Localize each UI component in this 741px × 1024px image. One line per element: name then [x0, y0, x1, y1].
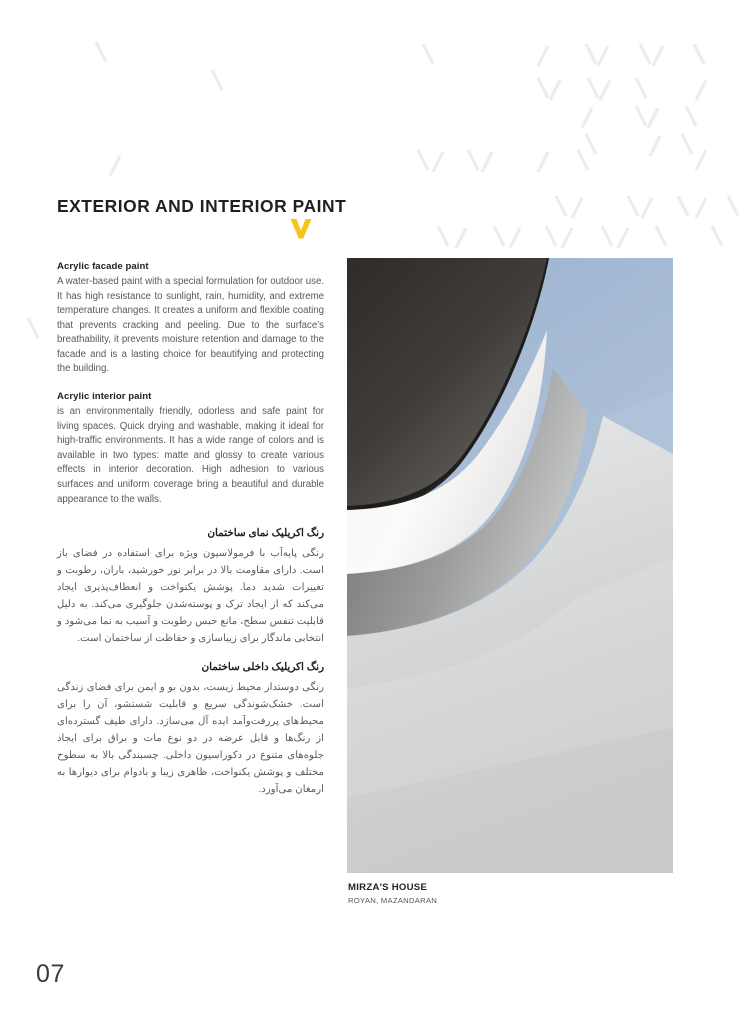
subheading-acrylic-interior-paint: Acrylic interior paint — [57, 391, 152, 403]
subheading-acrylic-facade-paint-fa: رنگ اکریلیک نمای ساختمان — [207, 528, 324, 540]
paragraph-block-interior — [57, 390, 324, 507]
subheading-acrylic-interior-paint-fa: رنگ اکریلیک داخلی ساختمان — [201, 662, 324, 674]
paragraph-block-facade-fa — [57, 526, 324, 647]
body-text-acrylic-facade-paint: A water-based paint with a special formulation for outdoor use. It has high resistance to sunlight, rain, humidity, and extreme temperature changes. It creates a uniform and flexible coating that prevents cracking and peeling. Due to the surface’s breathability, it prevents moisture retention and damage to the facade and is a lasting choice for beautifying and protecting the building. — [57, 275, 324, 375]
page-title-block — [57, 197, 346, 216]
page-title: EXTERIOR AND INTERIOR PAINT — [57, 196, 347, 216]
body-text-acrylic-interior-paint: is an environmentally friendly, odorless and safe paint for living spaces. Quick drying and washable, making it ideal for high-traffic environments. It has a wide range of colors and is available in two types: matte and glossy to create various effects in interior decoration. High adhesion to various surfaces and uniform coverage bring a beautiful and durable appearance to the walls. — [57, 405, 324, 505]
body-text-acrylic-interior-paint-fa: رنگی دوستدار محیط زیست، بدون بو و ایمن برای فضای زندگی است. خشک‌شوندگی سریع و قابلیت شستشو، آن را برای محیط‌های پررفت‌وآمد ایده آل می‌سازد. دارای طیف گسترده‌ای از رنگ‌ها و قابل عرضه در دو نوع مات و براق برای ایجاد جلوه‌های متنوع در دکوراسیون داخلی. چسبندگی بالا به سطوح مختلف و پوشش یکنواخت، ظاهری زیبا و بادوام برای دیوارها به ارمغان می‌آورد. — [57, 681, 324, 796]
figure-caption-subtitle: ROYAN, MAZANDARAN — [348, 895, 438, 905]
figure-caption-title: MIRZA'S HOUSE — [348, 882, 428, 893]
subheading-acrylic-facade-paint: Acrylic facade paint — [57, 261, 149, 272]
paragraph-block-interior-fa — [57, 660, 324, 798]
figure-caption — [348, 882, 437, 906]
page-number: 07 — [36, 960, 66, 988]
body-text-acrylic-facade-paint-fa: رنگی پایه‌آب با فرمولاسیون ویژه برای استفاده در فضای باز است. دارای مقاومت بالا در برابر نور خورشید، باران، رطوبت و تغییرات شدید دما. پوشش یکنواخت و انعطاف‌پذیری ایجاد می‌کند که از ایجاد ترک و پوسته‌شدن جلوگیری می‌کند. به دلیل قابلیت تنفس سطح، مانع حبس رطوبت و آسیب به نما می‌شود و انتخابی ماندگار برای زیباسازی و حفاظت از ساختمان است. — [57, 547, 324, 645]
paragraph-block-facade — [57, 260, 324, 377]
article-text-column — [57, 260, 324, 799]
chevron-down-icon — [290, 219, 312, 239]
architecture-photo — [347, 258, 673, 873]
persian-text-section — [57, 526, 324, 798]
